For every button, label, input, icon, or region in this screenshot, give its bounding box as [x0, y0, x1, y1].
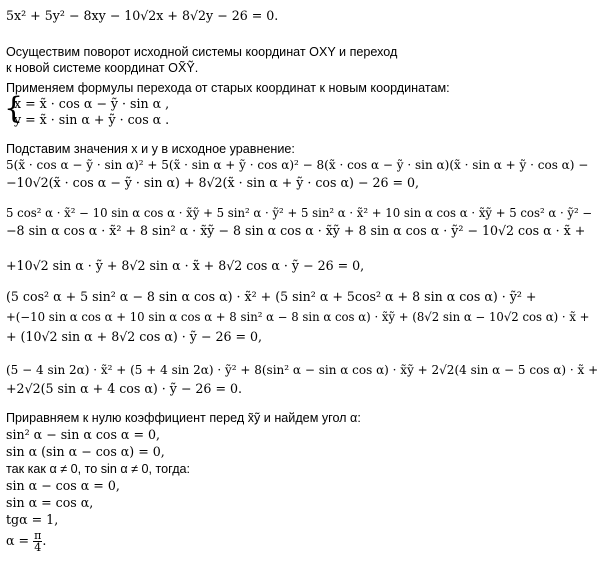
grouped-equation-line-1: (5 cos² α + 5 sin² α − 8 sin α cos α) · x̃² + (5 sin² α + 5cos² α + 8 sin α cos α) · ỹ² +	[6, 289, 537, 304]
transition-formulas-text: Применяем формулы перехода от старых координат к новым координатам:	[6, 81, 450, 95]
expanded-equation-line-3: +10√2 sin α · ỹ + 8√2 sin α · x̃ + 8√2 cos α · ỹ − 26 = 0,	[6, 258, 365, 273]
rotation-text-line-2: к новой системе координат OX̃Ỹ.	[6, 61, 199, 75]
result-line-6: tgα = 1,	[6, 512, 59, 527]
angle-period: .	[42, 533, 47, 548]
grouped-equation-line-2: +(−10 sin α cos α + 10 sin α cos α + 8 sin² α − 8 sin α cos α) · x̃ỹ + (8√2 sin α − 10√2 cos α) · x̃ +	[6, 310, 590, 324]
result-line-5: sin α = cos α,	[6, 495, 94, 510]
fraction-numerator: π	[34, 529, 42, 542]
result-line-4: sin α − cos α = 0,	[6, 478, 120, 493]
angle-fraction	[33, 530, 42, 553]
rotation-text-line-1: Осуществим поворот исходной системы координат OXY и переход	[6, 45, 398, 59]
grouped-equation-line-3: + (10√2 sin α + 8√2 cos α) · ỹ − 26 = 0,	[6, 329, 263, 344]
system-equation-y: y = x̃ · sin α + ỹ · cos α .	[14, 112, 170, 127]
system-equation-x: x = x̃ · cos α − ỹ · sin α ,	[14, 96, 170, 111]
simplified-equation-line-2: +2√2(5 sin α + 4 cos α) · ỹ − 26 = 0.	[6, 381, 243, 396]
original-equation: 5x² + 5y² − 8xy − 10√2x + 8√2y − 26 = 0.	[6, 8, 279, 23]
substituted-equation-line-1: 5(x̃ · cos α − ỹ · sin α)² + 5(x̃ · sin α + ỹ · cos α)² − 8(x̃ · cos α − ỹ · sin α)(x̃ · sin α + ỹ · cos α) −	[6, 158, 589, 172]
angle-lhs: α =	[6, 533, 30, 548]
result-line-2: sin α (sin α − cos α) = 0,	[6, 444, 165, 459]
system-brace: {	[4, 91, 24, 126]
simplified-equation-line-1: (5 − 4 sin 2α) · x̃² + (5 + 4 sin 2α) · ỹ² + 8(sin² α − sin α cos α) · x̃ỹ + 2√2(4 sin α − 5 cos α) · x̃ +	[6, 363, 599, 377]
result-angle	[6, 528, 46, 554]
coefficient-text: Приравняем к нулю коэффициент перед x̃ỹ и найдем угол α:	[6, 411, 361, 425]
substituted-equation-line-2: −10√2(x̃ · cos α − ỹ · sin α) + 8√2(x̃ · sin α + ỹ · cos α) − 26 = 0,	[6, 175, 420, 190]
result-condition-text: так как α ≠ 0, то sin α ≠ 0, тогда:	[6, 462, 191, 476]
fraction-denominator: 4	[34, 541, 42, 554]
substitution-text: Подставим значения x и y в исходное уравнение:	[6, 142, 295, 156]
expanded-equation-line-2: −8 sin α cos α · x̃² + 8 sin² α · x̃ỹ − 8 sin α cos α · x̃ỹ + 8 sin α cos α · ỹ² − 10√2 cos α · x̃ +	[6, 223, 586, 238]
result-line-1: sin² α − sin α cos α = 0,	[6, 427, 161, 442]
expanded-equation-line-1: 5 cos² α · x̃² − 10 sin α cos α · x̃ỹ + 5 sin² α · ỹ² + 5 sin² α · x̃² + 10 sin α cos α · x̃ỹ + 5 cos² α · ỹ² −	[6, 206, 593, 220]
